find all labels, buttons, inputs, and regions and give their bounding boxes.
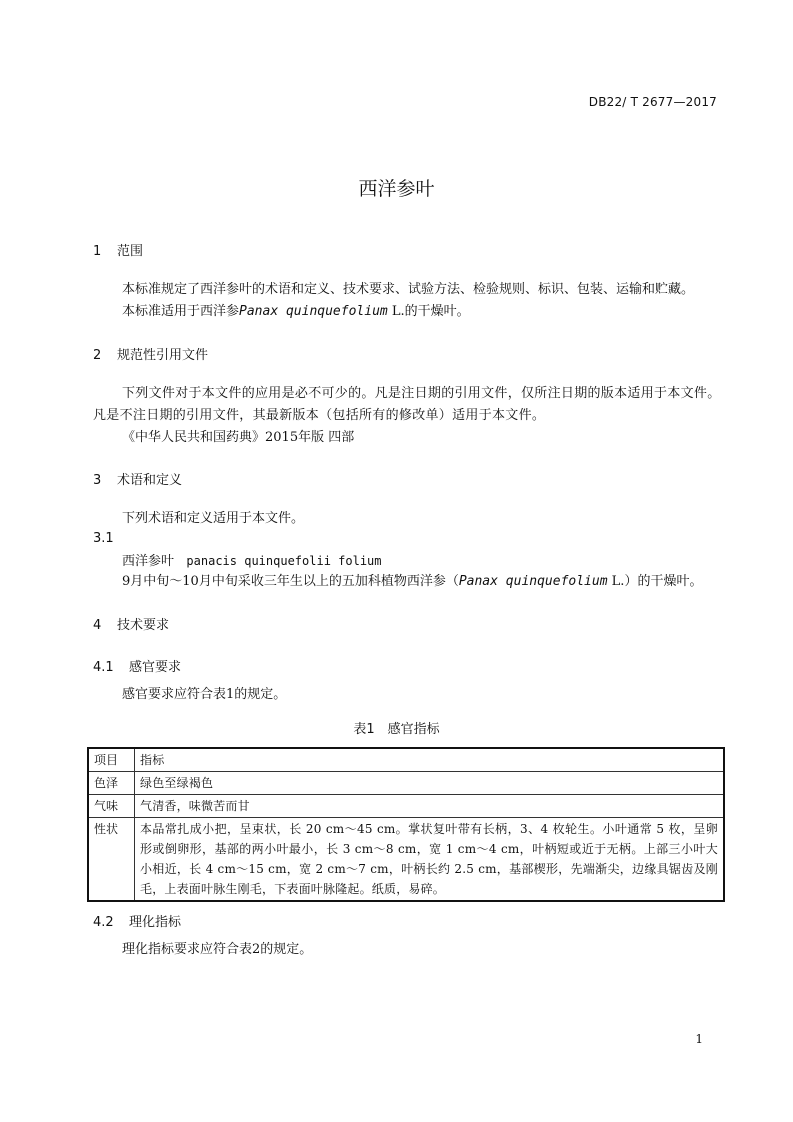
section-title: 感官要求 [129,660,182,675]
standard-code: DB22/ T 2677—2017 [588,95,717,109]
table-header-row [88,748,724,772]
section-4-2-paragraph: 理化指标要求应符合表2的规定。 [122,942,313,957]
section-1-paragraph-2 [122,301,470,323]
index-cell: 本品常扎成小把，呈束状，长 20 cm～45 cm。掌状复叶带有长柄，3、4 枚轮生。小叶通常 5 枚，呈卵形或倒卵形，基部的两小叶最小，长 3 cm～8 cm，宽 1 cm～4 cm，叶柄短或近于无柄。上部三小叶大小相近，长 4 cm～15 cm，宽 2 cm～7 cm，叶柄长约 2.5 cm，基部楔形，先端渐尖，边缘具锯齿及刚毛，上表面叶脉生刚毛，下表面叶脉隆起。纸质，易碎。 [135,818,725,902]
section-3-heading [93,469,182,488]
section-number: 3 [93,473,102,488]
sensory-index-table [87,747,725,902]
section-3-paragraph-1: 下列术语和定义适用于本文件。 [122,511,305,526]
latin-name: Panax quinquefolium [458,574,608,589]
section-number: 4.1 [93,660,114,675]
section-4-heading [93,614,169,633]
table-row [88,818,724,902]
definition-text: 9月中旬～10月中旬采收三年生以上的五加科植物西洋参（ [122,574,459,589]
section-number: 4 [93,618,102,633]
normative-reference: 《中华人民共和国药典》2015年版 四部 [122,430,355,445]
section-2-paragraph-1: 下列文件对于本文件的应用是必不可少的。凡是注日期的引用文件，仅所注日期的版本适用于本文件。凡是不注日期的引用文件，其最新版本（包括所有的修改单）适用于本文件。 [93,386,721,423]
section-4-1-heading [93,656,181,675]
item-cell: 色泽 [88,772,135,795]
definition-text-end: L.）的干燥叶。 [607,574,703,589]
term-definition [122,571,702,593]
table-row [88,772,724,795]
applicability-text-end: L.的干燥叶。 [387,304,470,319]
section-number: 4.2 [93,915,114,930]
document-title: 西洋参叶 [358,178,435,200]
table-1-caption: 表1 感官指标 [353,722,440,737]
section-number: 1 [93,244,102,259]
section-4-2-heading [93,911,181,930]
table-row [88,795,724,818]
term-english: panacis quinquefolii folium [186,554,382,568]
term-entry [122,550,382,573]
term-chinese: 西洋参叶 [122,554,175,569]
section-number: 2 [93,348,102,363]
section-title: 理化指标 [129,915,182,930]
section-title: 术语和定义 [117,473,183,488]
term-3-1-number: 3.1 [93,531,114,546]
index-cell: 绿色至绿褐色 [135,772,725,795]
section-4-1-paragraph: 感官要求应符合表1的规定。 [122,687,287,702]
page-number: 1 [695,1032,703,1046]
section-1-heading [93,240,143,259]
item-cell: 气味 [88,795,135,818]
section-2-heading [93,344,208,363]
applicability-text: 本标准适用于西洋参 [122,304,240,319]
header-cell-item: 项目 [88,748,135,772]
section-1-paragraph-1: 本标准规定了西洋参叶的术语和定义、技术要求、试验方法、检验规则、标识、包装、运输和贮藏。 [122,282,695,297]
section-title: 技术要求 [117,618,170,633]
index-cell: 气清香，味微苦而甘 [135,795,725,818]
latin-name: Panax quinquefolium [239,304,388,319]
item-cell: 性状 [88,818,135,902]
header-cell-index: 指标 [135,748,725,772]
section-title: 规范性引用文件 [117,348,209,363]
section-title: 范围 [117,244,144,259]
